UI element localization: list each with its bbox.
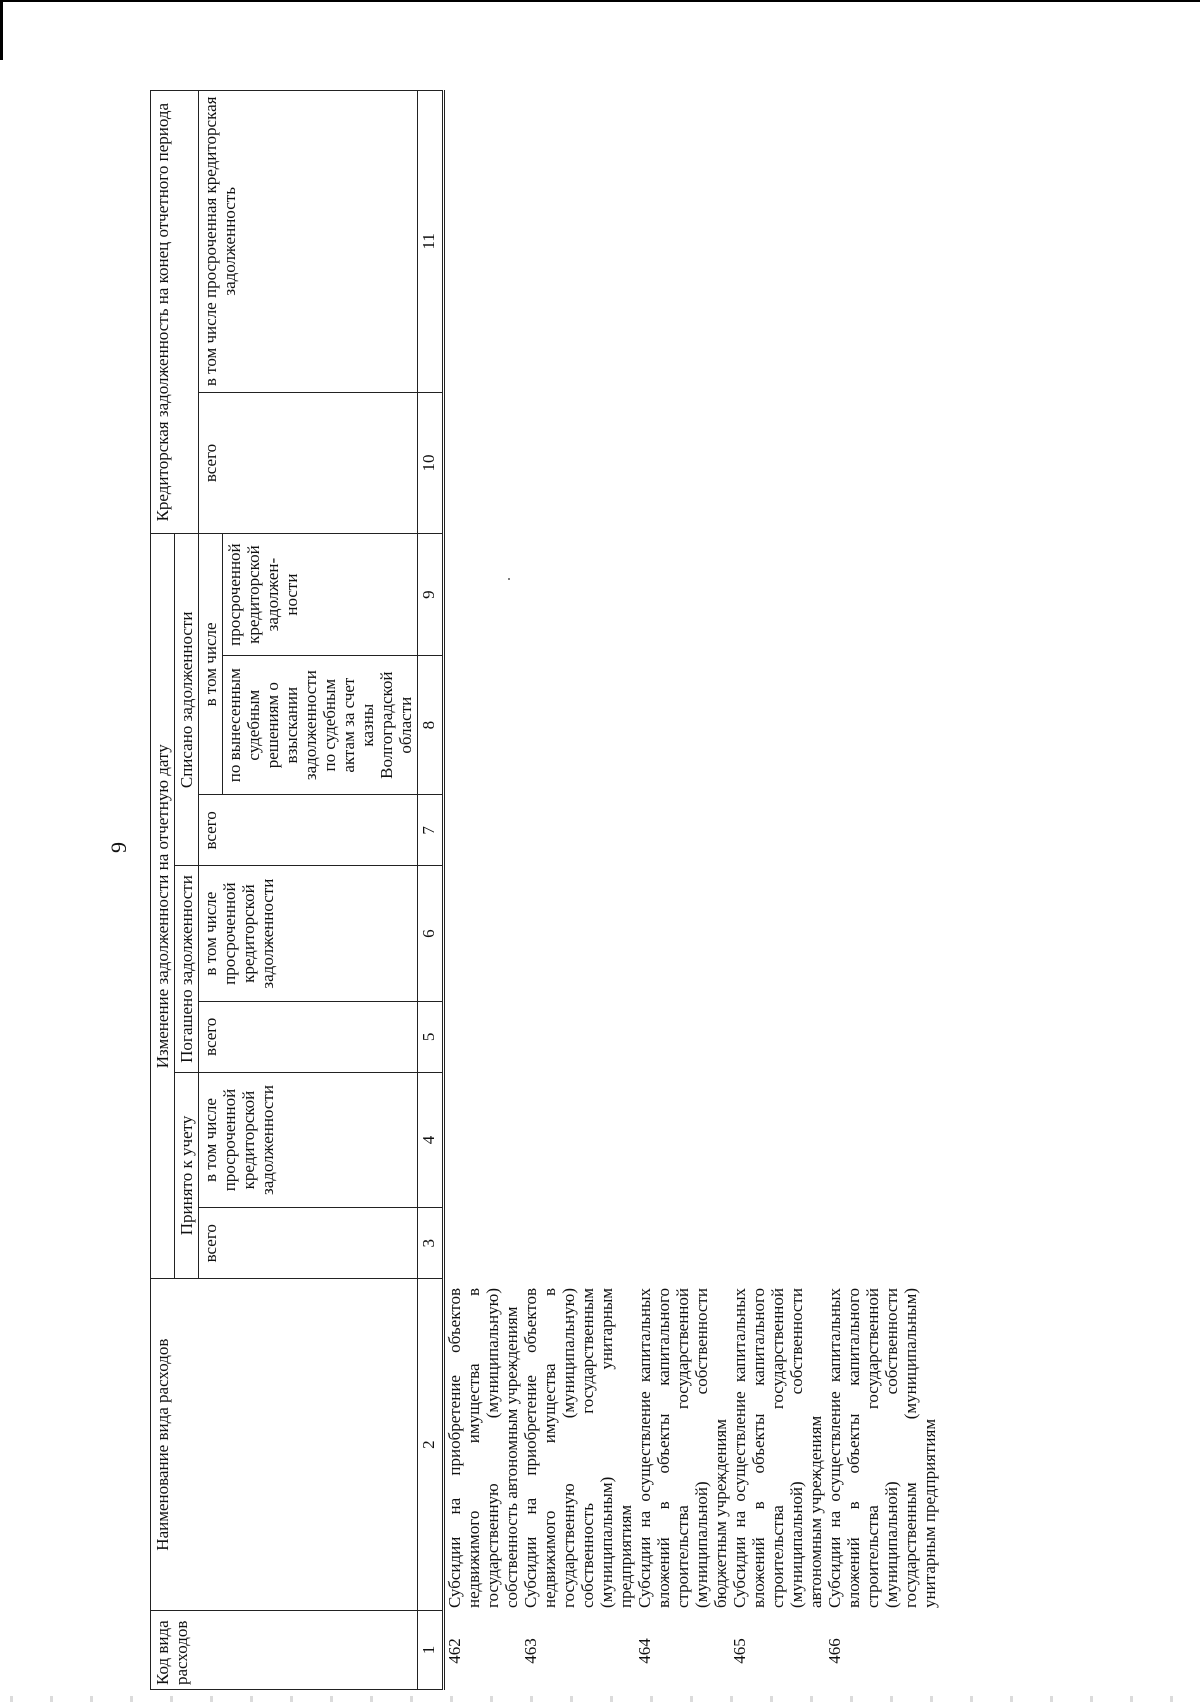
row-code: 465 bbox=[730, 1638, 749, 1664]
column-number: 10 bbox=[418, 392, 444, 534]
row-name: Субсидии на приобретение объектов недвижимого имущества в государственную (муниципальную) собственность государственным (муниципальным) унитарным предприятиям bbox=[521, 1288, 635, 1608]
column-number: 9 bbox=[418, 534, 444, 656]
header-repaid: Погашено задолженности bbox=[175, 866, 199, 1072]
header-incl-group: в том числе bbox=[199, 534, 223, 795]
row-code: 464 bbox=[635, 1638, 654, 1664]
row-code: 463 bbox=[521, 1638, 540, 1664]
row-code: 466 bbox=[825, 1638, 844, 1664]
column-number: 3 bbox=[418, 1208, 444, 1279]
header-total-3: всего bbox=[199, 1208, 418, 1279]
header-code: Код вида расходов bbox=[151, 1611, 418, 1690]
column-number: 7 bbox=[418, 795, 444, 866]
header-incl-overdue-4: в том числе просроченной кредиторской задолженности bbox=[199, 1072, 418, 1208]
header-incl-overdue-11: в том числе просроченная кредиторская задолженность bbox=[199, 91, 418, 393]
header-name: Наименование вида расходов bbox=[151, 1279, 418, 1611]
page-number: 9 bbox=[106, 842, 131, 853]
table-row bbox=[825, 90, 939, 1690]
column-number: 11 bbox=[418, 91, 444, 393]
column-number: 5 bbox=[418, 1001, 444, 1072]
scan-speck bbox=[508, 578, 510, 580]
rows-table bbox=[445, 90, 939, 1690]
table-row bbox=[635, 90, 730, 1690]
row-name: Субсидии на осуществление капитальных вложений в объекты капитального строительства государственной (муниципальной) собственности государственным (муниципальным) унитарным предприятиям bbox=[825, 1288, 939, 1608]
column-number: 1 bbox=[418, 1611, 444, 1690]
row-name: Субсидии на осуществление капитальных вложений в объекты капитального строительства государственной (муниципальной) собственности бюджетным учреждениям bbox=[635, 1288, 730, 1608]
header-total-5: всего bbox=[199, 1001, 418, 1072]
header-payable-end: Кредиторская задолженность на конец отчетного периода bbox=[151, 91, 199, 534]
column-number: 4 bbox=[418, 1072, 444, 1208]
table-row bbox=[445, 90, 521, 1690]
header-accepted: Принято к учету bbox=[175, 1072, 199, 1278]
table-row bbox=[730, 90, 825, 1690]
rotated-table-area bbox=[150, 90, 1200, 1690]
column-number: 8 bbox=[418, 655, 444, 795]
row-name: Субсидии на осуществление капитальных вложений в объекты капитального строительства государственной (муниципальной) собственности автономным учреждениям bbox=[730, 1288, 825, 1608]
page-top-edge bbox=[0, 0, 1200, 2]
row-code: 462 bbox=[445, 1638, 464, 1664]
page-left-edge bbox=[0, 0, 3, 60]
column-number: 6 bbox=[418, 866, 444, 1002]
header-incl-overdue-6: в том числе просроченной кредиторской задолженности bbox=[199, 866, 418, 1002]
column-number: 2 bbox=[418, 1279, 444, 1611]
header-change-group: Изменение задолженности на отчетную дату bbox=[151, 534, 175, 1279]
header-total-10: всего bbox=[199, 392, 418, 534]
table-row bbox=[521, 90, 635, 1690]
header-table bbox=[150, 90, 445, 1690]
header-written-off: Списано задолженности bbox=[175, 534, 199, 866]
column-number-row bbox=[418, 91, 444, 1690]
row-name: Субсидии на приобретение объектов недвижимого имущества в государственную (муниципальную) собственность автономным учреждениям bbox=[445, 1288, 521, 1608]
header-court-8: по вынесенным судебным решениям о взыскании задолженности по судебным актам за счет казны Волгоградской области bbox=[223, 655, 418, 795]
scan-edge-noise bbox=[10, 1696, 1190, 1702]
header-total-7: всего bbox=[199, 795, 418, 866]
header-overdue-9: просроченной кредиторской задолжен-ности bbox=[223, 534, 418, 656]
